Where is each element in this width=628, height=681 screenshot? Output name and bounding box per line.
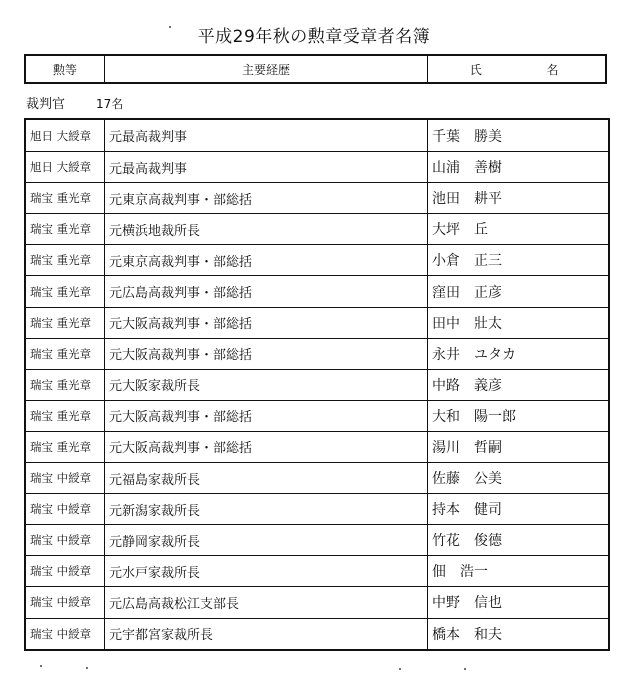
table-header: [24, 54, 607, 84]
cell-decoration: 瑞宝 重光章: [26, 214, 105, 244]
cell-decoration: 瑞宝 中綬章: [26, 619, 105, 649]
table-row: [26, 555, 608, 586]
cell-decoration: 瑞宝 中綬章: [26, 587, 105, 617]
cell-name: 永井 ユタカ: [432, 346, 516, 363]
cell-name: 佐藤 公美: [432, 471, 502, 488]
table-row: [26, 182, 608, 213]
document-title: 平成29年秋の勲章受章者名簿: [197, 27, 431, 47]
cell-career: 元東京高裁判事・部総括: [105, 245, 428, 275]
scan-speck: [399, 668, 401, 670]
cell-name: 千葉 勝美: [432, 128, 502, 145]
cell-decoration: 瑞宝 重光章: [26, 245, 105, 275]
cell-decoration: 旭日 大綬章: [26, 152, 105, 182]
cell-decoration: 瑞宝 中綬章: [26, 463, 105, 493]
table-row: [26, 400, 608, 431]
table-row: [26, 524, 608, 555]
cell-decoration: 瑞宝 重光章: [26, 432, 105, 462]
table-row: [26, 275, 608, 306]
cell-name: 大和 陽一郎: [432, 408, 516, 425]
cell-career: 元広島高裁松江支部長: [105, 587, 428, 617]
cell-name: 中野 信也: [432, 595, 502, 612]
scan-speck: [169, 26, 171, 28]
scan-speck: [86, 667, 88, 669]
table-row: [26, 586, 608, 617]
cell-career: 元大阪高裁判事・部総括: [105, 401, 428, 431]
cell-career: 元広島高裁判事・部総括: [105, 276, 428, 306]
cell-decoration: 瑞宝 重光章: [26, 308, 105, 338]
cell-name: 中路 義彦: [432, 377, 502, 394]
cell-decoration: 瑞宝 重光章: [26, 183, 105, 213]
cell-career: 元新潟家裁所長: [105, 494, 428, 524]
table-row: [26, 244, 608, 275]
cell-career: 元水戸家裁所長: [105, 556, 428, 586]
cell-career: 元福島家裁所長: [105, 463, 428, 493]
cell-career: 元静岡家裁所長: [105, 525, 428, 555]
scan-speck: [464, 668, 466, 670]
cell-name: 山浦 善樹: [432, 160, 502, 177]
cell-career: 元大阪家裁所長: [105, 370, 428, 400]
section-label: 裁判官: [26, 97, 66, 112]
table-row: [26, 213, 608, 244]
cell-decoration: 瑞宝 中綬章: [26, 494, 105, 524]
section-heading: [26, 93, 123, 112]
scan-speck: [40, 665, 42, 667]
cell-career: 元最高裁判事: [105, 120, 428, 151]
table-row: [26, 493, 608, 524]
table-row: [26, 338, 608, 369]
cell-name: 田中 壯太: [432, 315, 502, 332]
header-career: 主要経歴: [105, 56, 428, 82]
cell-career: 元大阪高裁判事・部総括: [105, 308, 428, 338]
cell-name: 竹花 俊德: [432, 533, 502, 550]
table-row: [26, 431, 608, 462]
cell-career: 元横浜地裁所長: [105, 214, 428, 244]
table-row: [26, 307, 608, 338]
cell-decoration: 瑞宝 中綬章: [26, 525, 105, 555]
cell-career: 元東京高裁判事・部総括: [105, 183, 428, 213]
cell-career: 元大阪高裁判事・部総括: [105, 432, 428, 462]
cell-decoration: 瑞宝 重光章: [26, 276, 105, 306]
cell-name: 池田 耕平: [432, 191, 502, 208]
cell-decoration: 瑞宝 重光章: [26, 339, 105, 369]
header-name: 氏 名: [469, 62, 585, 77]
cell-name: 持本 健司: [432, 502, 502, 519]
cell-decoration: 瑞宝 重光章: [26, 401, 105, 431]
cell-career: 元大阪高裁判事・部総括: [105, 339, 428, 369]
cell-name: 湯川 哲嗣: [432, 439, 502, 456]
table-row: [26, 120, 608, 151]
cell-decoration: 瑞宝 重光章: [26, 370, 105, 400]
cell-career: 元最高裁判事: [105, 152, 428, 182]
table-row: [26, 618, 608, 649]
cell-name: 大坪 丘: [432, 222, 488, 239]
cell-career: 元宇都宮家裁所長: [105, 619, 428, 649]
table-row: [26, 151, 608, 182]
header-decoration: 勲等: [26, 56, 105, 82]
cell-name: 佃 浩一: [432, 564, 488, 581]
cell-decoration: 旭日 大綬章: [26, 120, 105, 151]
cell-name: 窪田 正彦: [432, 284, 502, 301]
section-count: 17名: [96, 97, 124, 111]
cell-name: 橋本 和夫: [432, 626, 502, 643]
table-row: [26, 462, 608, 493]
cell-decoration: 瑞宝 中綬章: [26, 556, 105, 586]
table-row: [26, 369, 608, 400]
recipients-table: [24, 118, 610, 651]
cell-name: 小倉 正三: [432, 253, 502, 270]
